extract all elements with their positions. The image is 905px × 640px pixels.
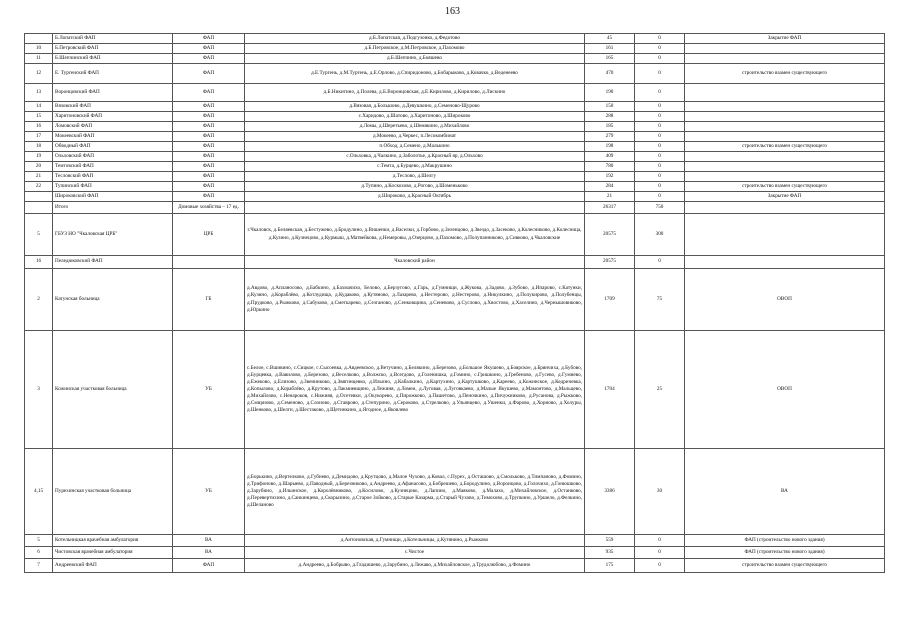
table-row (25, 132, 885, 142)
facility-name-cell: Андреевский ФАП (53, 559, 173, 573)
population-cell: 559 (585, 535, 635, 547)
facility-name-cell: Итого (53, 202, 173, 214)
staff-count-cell: 0 (635, 152, 685, 162)
note-cell: строительство взамен существующего (685, 142, 885, 152)
facility-type-cell: ФАП (173, 152, 245, 162)
facility-name-cell: Пеледюковский ФАП (53, 256, 173, 269)
staff-count-cell: 0 (635, 44, 685, 54)
table-row (25, 269, 885, 331)
staff-count-cell: 0 (635, 54, 685, 64)
staff-count-cell: 0 (635, 256, 685, 269)
facility-type-cell: ФАП (173, 102, 245, 112)
population-cell: 780 (585, 162, 635, 172)
facility-type-cell: ФАП (173, 192, 245, 202)
facility-name-cell: Чистовская врачебная амбулатория (53, 547, 173, 559)
facility-type-cell: ЦРБ (173, 214, 245, 256)
facilities-table-body (25, 34, 885, 573)
note-cell: ОВОП (685, 331, 885, 449)
facility-type-cell: ВА (173, 535, 245, 547)
served-settlements-cell: д.Е.Тургень, д.М.Тургень, д.Е.Орлово, д.Спиридоново, д.Бобарыково, д.Ковачко, д.Веденеево (245, 64, 585, 84)
note-cell (685, 202, 885, 214)
served-settlements-cell: д.Антоновская, д.Гумнищи, д.Котельницы, д.Кутянино, д.Рыжково (245, 535, 585, 547)
staff-count-cell: 0 (635, 547, 685, 559)
population-cell: 1704 (585, 331, 635, 449)
staff-count-cell: 0 (635, 132, 685, 142)
facility-type-cell: ФАП (173, 84, 245, 102)
table-row (25, 54, 885, 64)
population-cell: 3386 (585, 449, 635, 535)
population-cell: 1709 (585, 269, 635, 331)
note-cell: Закрытие ФАП (685, 34, 885, 44)
population-cell: 20575 (585, 214, 635, 256)
row-number-cell: 14 (25, 102, 53, 112)
facility-type-cell: ФАП (173, 112, 245, 122)
population-cell: 175 (585, 559, 635, 573)
facility-name-cell: Воронцовский ФАП (53, 84, 173, 102)
note-cell: ФАП (строительство нового здания) (685, 547, 885, 559)
row-number-cell: 16 (25, 256, 53, 269)
served-settlements-cell: с.Темта, д.Бурцево, д.Макрушино (245, 162, 585, 172)
population-cell: 45 (585, 34, 635, 44)
note-cell: строительство взамен существующего (685, 559, 885, 573)
row-number-cell: 7 (25, 559, 53, 573)
note-cell (685, 172, 885, 182)
staff-count-cell: 30 (635, 449, 685, 535)
facility-name-cell: Вязовский ФАП (53, 102, 173, 112)
facility-name-cell: Мокеевский ФАП (53, 132, 173, 142)
served-settlements-cell: д.Теслово, д.Шелгу (245, 172, 585, 182)
facility-type-cell (173, 256, 245, 269)
population-cell: 470 (585, 64, 635, 84)
row-number-cell: 21 (25, 172, 53, 182)
note-cell (685, 256, 885, 269)
row-number-cell (25, 192, 53, 202)
population-cell: 165 (585, 54, 635, 64)
population-cell: 190 (585, 84, 635, 102)
facility-name-cell: Б.Петровский ФАП (53, 44, 173, 54)
note-cell (685, 54, 885, 64)
population-cell: 409 (585, 152, 635, 162)
facility-name-cell: Тупинский ФАП (53, 182, 173, 192)
note-cell: ВА (685, 449, 885, 535)
facility-type-cell: ФАП (173, 44, 245, 54)
facility-type-cell: ФАП (173, 559, 245, 573)
facility-name-cell: Харитоновский ФАП (53, 112, 173, 122)
table-row (25, 64, 885, 84)
table-row (25, 535, 885, 547)
served-settlements-cell: д.Широково, д.Красный Октябрь (245, 192, 585, 202)
row-number-cell: 5 (25, 214, 53, 256)
note-cell: строительство взамен существующего (685, 182, 885, 192)
served-settlements-cell: д.Ломы, д.Шеретьево, д.Шемякино, д.Михайлово (245, 122, 585, 132)
population-cell: 161 (585, 44, 635, 54)
page-number: 163 (445, 6, 460, 17)
staff-count-cell: 0 (635, 84, 685, 102)
facilities-table (24, 33, 885, 573)
staff-count-cell: 0 (635, 102, 685, 112)
staff-count-cell: 0 (635, 559, 685, 573)
staff-count-cell: 0 (635, 182, 685, 192)
staff-count-cell: 0 (635, 112, 685, 122)
population-cell: 150 (585, 102, 635, 112)
row-number-cell: 18 (25, 142, 53, 152)
facility-name-cell: Широковский ФАП (53, 192, 173, 202)
facility-name-cell: Обводный ФАП (53, 142, 173, 152)
served-settlements-cell: д.Б.Лопатская, д.Подгузонко, д.Федотово (245, 34, 585, 44)
row-number-cell: 17 (25, 132, 53, 142)
served-settlements-cell: с.Ольховка, д.Чалкино, д.Заболотье, д.Красный яр, д.Ольхово (245, 152, 585, 162)
staff-count-cell: 0 (635, 122, 685, 132)
note-cell: ОВОП (685, 269, 885, 331)
note-cell (685, 112, 885, 122)
note-cell (685, 132, 885, 142)
table-row (25, 192, 885, 202)
facility-type-cell: ГБ (173, 269, 245, 331)
facility-type-cell: ФАП (173, 172, 245, 182)
facility-type-cell: ФАП (173, 162, 245, 172)
table-row (25, 182, 885, 192)
table-row (25, 142, 885, 152)
served-settlements-cell: д.Андреево, д.Бобрыво, д.Гладишево, д.Зарубино, д.Лежаво, д.Михайловское, д.Трудолюбово, д.Фомино (245, 559, 585, 573)
facility-type-cell: УБ (173, 449, 245, 535)
population-cell: 21 (585, 192, 635, 202)
staff-count-cell: 25 (635, 331, 685, 449)
row-number-cell: 12 (25, 64, 53, 84)
staff-count-cell: 0 (635, 162, 685, 172)
staff-count-cell: 0 (635, 535, 685, 547)
row-number-cell: 10 (25, 44, 53, 54)
served-settlements-cell: Чкаловский район (245, 256, 585, 269)
table-row (25, 202, 885, 214)
table-row (25, 84, 885, 102)
note-cell (685, 102, 885, 112)
staff-count-cell: 300 (635, 214, 685, 256)
note-cell (685, 44, 885, 54)
row-number-cell: 4,15 (25, 449, 53, 535)
facility-type-cell: ФАП (173, 142, 245, 152)
staff-count-cell: 0 (635, 192, 685, 202)
staff-count-cell: 75 (635, 269, 685, 331)
served-settlements-cell: д.Мокеево, д.Черкес, п.Лесокомбинат (245, 132, 585, 142)
facility-name-cell: ГБУЗ НО "Чкаловская ЦРБ" (53, 214, 173, 256)
served-settlements-cell: д.Борькино, д.Вертелково, д.Губнево, д.Демидово, д.Крутцово, д.Малое Чухово, д.Ковал, с.Пурех, д.Осташово, д.Смольково, д.Тимпаново, д.Фомино, д.Трифоново, д.Шарыево, д.Паводный, д.Березниково, д.Андреево, д.Афанасово, д.Бобрешево, д.Бородулино, д.Воронцово, д.Голочихо, д.Гонюшково, д.Зарубино, д.Ильинское, д.Королёвниково, д.Косилово, д.Кузнецово, д.Лапино, д.Маяково, д.Малахо, д.Михайловское, д.Останково, д.Перевертихино, д.Санкинцево, д.Скорызино, д.Старое Зойково, д.Старые Казарма, д.Старый Чухово, д.Тимохово, д.Трупкино, д.Уршело, д.Фелкино, д.Шеланово (245, 449, 585, 535)
served-settlements-cell: д.Б.Шепчино, д.Бояшево (245, 54, 585, 64)
row-number-cell (25, 202, 53, 214)
population-cell: 279 (585, 132, 635, 142)
facility-type-cell: ФАП (173, 64, 245, 84)
served-settlements-cell (245, 202, 585, 214)
population-cell: 198 (585, 142, 635, 152)
facility-name-cell: Ломовский ФАП (53, 122, 173, 132)
row-number-cell: 20 (25, 162, 53, 172)
row-number-cell: 11 (25, 54, 53, 64)
row-number-cell: 3 (25, 331, 53, 449)
table-row (25, 559, 885, 573)
population-cell: 20575 (585, 256, 635, 269)
table-row (25, 331, 885, 449)
facility-type-cell: ФАП (173, 132, 245, 142)
table-row (25, 102, 885, 112)
table-row (25, 162, 885, 172)
served-settlements-cell: с.Чистое (245, 547, 585, 559)
population-cell: 26317 (585, 202, 635, 214)
served-settlements-cell: д.Б.Петровское, д.М.Петровское, д.Пахомово (245, 44, 585, 54)
table-row (25, 449, 885, 535)
served-settlements-cell: д.Б.Никитино, д.Полева, д.Б.Воронцовская, д.Е.Кирилово, д.Кирилово, д.Лискино (245, 84, 585, 102)
served-settlements-cell: д.Авдово, д.Апланосово, д.Бабкино, д.Бахмачихо, Белово, д.Берзугово, д.Гарь, д.Гумнищи, д.Жукова, д.Задово, д.Зубово, д.Ипарово, с.Катунки, д.Кузино, д.Кораблёво, д.Котлудища, д.Кудаково, д.Кутяново, д.Лазарево, д.Нестерово, д.Нестерово, д.Никулкино, д.Полукирово, д.Полубенцы, д.Прудково, д.Рыжково, д.Сабуково, д.Сметкарево, д.Сезганово, д.Сенковщина, д.Сеневово, д.Суслово, д.Хвостово, д.Хаселино, д.Чернышовиково, д.Юркино (245, 269, 585, 331)
row-number-cell: 16 (25, 122, 53, 132)
table-row (25, 122, 885, 132)
row-number-cell: 2 (25, 269, 53, 331)
note-cell: ФАП (строительство нового здания) (685, 535, 885, 547)
row-number-cell: 22 (25, 182, 53, 192)
facility-type-cell: ФАП (173, 182, 245, 192)
table-row (25, 44, 885, 54)
row-number-cell: 19 (25, 152, 53, 162)
facility-type-cell: ВА (173, 547, 245, 559)
served-settlements-cell: п.Обход, д.Семено, д.Малькино (245, 142, 585, 152)
population-cell: 284 (585, 182, 635, 192)
facility-name-cell: Е. Тургенский ФАП (53, 64, 173, 84)
table-row (25, 152, 885, 162)
table-row (25, 172, 885, 182)
served-settlements-cell: д.Тупино, д.Коскохово, д.Рогово, д.Шоменьково (245, 182, 585, 192)
table-row (25, 256, 885, 269)
facility-name-cell: Б.Лопатский ФАП (53, 34, 173, 44)
served-settlements-cell: с.Харидово, д.Шатово, д.Харитоново, д.Широково (245, 112, 585, 122)
facility-type-cell: ФАП (173, 54, 245, 64)
served-settlements-cell: г.Чкаловск, д.Беляевская, д.Бестужево, д.Бродулино, д.Вишенки, д.Васелки, д.Горбово, д.Зеленцово, д.Звездо, д.Засеково, д.Колесниково, д.Колесница, д.Кузино, д.Кузнецово, д.Курмыш, д.Матвейкова, д.Немеровы, д.Озерцово, д.Пахомово, д.Полупанниково, д.Сивково, д.Чкаловские (245, 214, 585, 256)
facility-type-cell: ФАП (173, 122, 245, 132)
note-cell: Закрытие ФАП (685, 192, 885, 202)
facility-name-cell: Б.Шепчинский ФАП (53, 54, 173, 64)
row-number-cell: 15 (25, 112, 53, 122)
staff-count-cell: 0 (635, 64, 685, 84)
staff-count-cell: 750 (635, 202, 685, 214)
note-cell (685, 122, 885, 132)
table-row (25, 547, 885, 559)
note-cell (685, 162, 885, 172)
note-cell (685, 214, 885, 256)
note-cell (685, 152, 885, 162)
facility-name-cell: Катунская больница (53, 269, 173, 331)
facility-name-cell: Темтовский ФАП (53, 162, 173, 172)
staff-count-cell: 0 (635, 34, 685, 44)
facility-name-cell: Пурехинская участковая больница (53, 449, 173, 535)
facility-type-cell: Домовые хозяйства – 17 ед. (173, 202, 245, 214)
population-cell: 192 (585, 172, 635, 182)
facility-name-cell: Ольховский ФАП (53, 152, 173, 162)
facility-type-cell: УБ (173, 331, 245, 449)
table-row (25, 112, 885, 122)
facility-name-cell: Котельницкая врачебная амбулатория (53, 535, 173, 547)
staff-count-cell: 0 (635, 172, 685, 182)
served-settlements-cell: д.Вязовая, д.Большово, д.Девушкино, д.Семеново-Щурово (245, 102, 585, 112)
table-row (25, 34, 885, 44)
staff-count-cell: 0 (635, 142, 685, 152)
note-cell: строительство взамен существующего (685, 64, 885, 84)
row-number-cell: 5 (25, 535, 53, 547)
facility-name-cell: Тесловский ФАП (53, 172, 173, 182)
facility-type-cell: ФАП (173, 34, 245, 44)
population-cell: 288 (585, 112, 635, 122)
facility-name-cell: Кожинская участковая больница (53, 331, 173, 449)
served-settlements-cell: с.Белое, с.Вшивино, с.Сицкое, с.Сысоевка, д.Авдеевскоо, д.Ветучино, д.Белякино, д.Березово, д.Большое Якушево, д.Боярское, д.Брянчиха, д.Бубово, д.Бурцевка, д.Вавилово, д.Березово, д.Веселково, д.Волжско, д.Всегдово, д.Голенишка, д.Гомино, с.Гришкино, д.Гребеново, д.Гусево, д.Гумнево, д.Ежеково, д.Елизово, д.Звенинково, д.Звягинцевко, д.Ильино, д.Кабалкино, д.Картухино, д.Картушково, д.Кареево, д.Кожинское, д.Кедричевка, д.Копылово, д.Кораблёво, д.Крутово, д.Лакмиевщино, д.Лежиня, д.Ломеи, д.Луговая, д.Луговкаево, д.Малые Якушево, д.Мамонтово, д.Мальцево, д.Михайлово, с.Ненароков, с.Нижняя, д.Осетевки, д.Окукорево, д.Пирожково, д.Пашетово, д.Пеночкино, д.Пичужниково, д.Русанова, д.Рыжково, д.Смирново, д.Семеново, д.Слоново, д.Ставрово, д.Степурино, д.Сероково, д.Стрелково, д.Ульянцево, д.Ушенки, д.Фарово, д.Хорново, д.Холуры, д.Шенково, д.Шелги, д.Шестаково, д.Щетинкино, д.Ягодное, д.Яковлево (245, 331, 585, 449)
note-cell (685, 84, 885, 102)
table-row (25, 214, 885, 256)
row-number-cell (25, 34, 53, 44)
row-number-cell: 6 (25, 547, 53, 559)
row-number-cell: 13 (25, 84, 53, 102)
population-cell: 935 (585, 547, 635, 559)
population-cell: 185 (585, 122, 635, 132)
